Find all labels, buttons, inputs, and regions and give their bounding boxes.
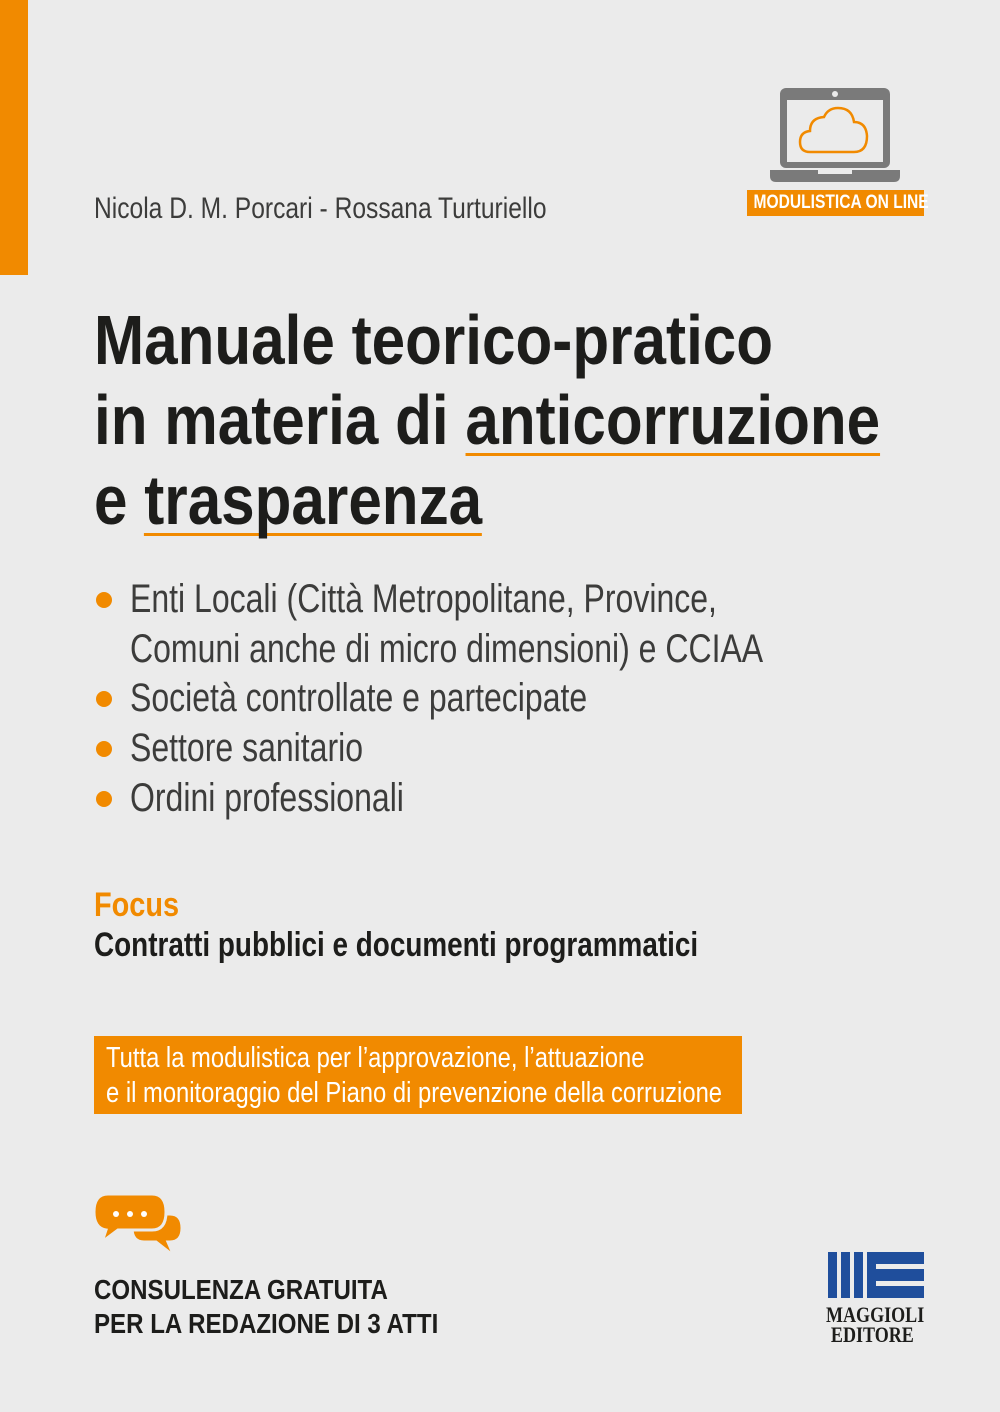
bullet-text: Enti Locali (Città Metropolitane, Province, (130, 577, 717, 621)
laptop-cloud-icon (770, 86, 900, 184)
focus-label: Focus (94, 886, 180, 924)
bullet-text: Settore sanitario (130, 726, 364, 770)
bullet-text: Società controllate e partecipate (130, 676, 588, 720)
title-line-2 (94, 380, 880, 460)
maggioli-logo-mark-icon (826, 1252, 926, 1300)
modulistica-badge (747, 190, 929, 216)
authors: Nicola D. M. Porcari - Rossana Turturiello (94, 192, 547, 225)
chat-bubbles-icon (94, 1192, 184, 1264)
bullet-text: Comuni anche di micro dimensioni) e CCIAA (130, 627, 764, 671)
title-underlined-word: anticorruzione (465, 381, 881, 459)
title-text: in materia di (94, 381, 466, 459)
title-underlined-word: trasparenza (144, 461, 483, 539)
orange-side-strip (0, 0, 28, 275)
focus-text: Contratti pubblici e documenti programmatici (94, 926, 699, 964)
modulistica-banner (94, 1036, 742, 1114)
banner-line-1: Tutta la modulistica per l’approvazione, l’attuazione (106, 1042, 645, 1074)
bullet-text: Ordini professionali (130, 776, 404, 820)
bullet-dot (96, 691, 112, 707)
logo-text-editore: EDITORE (830, 1322, 914, 1347)
title-line-3 (94, 460, 482, 540)
bullet-dot (96, 592, 112, 608)
maggioli-editore-logo (826, 1252, 926, 1347)
title-line-1: Manuale teorico-pratico (94, 301, 774, 379)
consulenza-line-2: PER LA REDAZIONE DI 3 ATTI (94, 1308, 439, 1339)
title-text: e (94, 461, 145, 539)
banner-line-2: e il monitoraggio del Piano di prevenzione della corruzione (106, 1077, 723, 1109)
bullet-dot (96, 791, 112, 807)
logo-text-maggioli: MAGGIOLI (826, 1302, 925, 1327)
badge-label: MODULISTICA ON LINE (753, 192, 929, 213)
consulenza-line-1: CONSULENZA GRATUITA (94, 1274, 388, 1305)
bullet-dot (96, 741, 112, 757)
